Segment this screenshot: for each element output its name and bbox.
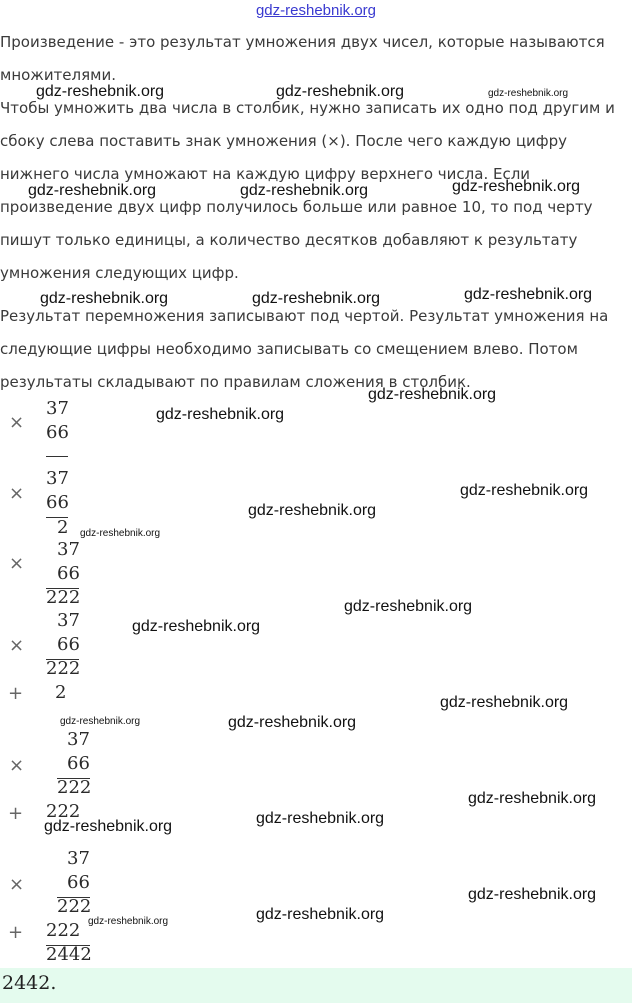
multiplicand: 37 (46, 398, 69, 419)
multiplicand: 37 (57, 539, 80, 560)
watermark: gdz-reshebnik.org (344, 598, 473, 615)
partial-product-2: 222 (46, 920, 81, 941)
text-line: сбоку слева поставить знак умножения (×). После чего каждую цифру (0, 132, 568, 150)
text-line: результаты складывают по правилам сложения в столбик. (0, 373, 471, 391)
text-line: Произведение - это результат умножения двух чисел, которые называются (0, 33, 605, 51)
watermark: gdz-reshebnik.org (452, 178, 581, 195)
plus-sign: + (8, 922, 24, 943)
paragraph-result (0, 300, 632, 399)
watermark: gdz-reshebnik.org (488, 88, 569, 99)
text-line: пишут только единицы, а количество десятков добавляют к результату (0, 231, 578, 249)
answer-value: 2442. (2, 972, 57, 994)
multiplier: 66 (67, 872, 90, 893)
text-line: множителями. (0, 66, 116, 84)
partial-product-2: 2 (55, 682, 67, 703)
watermark: gdz-reshebnik.org (80, 528, 161, 539)
watermark: gdz-reshebnik.org (468, 886, 597, 903)
watermark: gdz-reshebnik.org (464, 286, 593, 303)
watermark: gdz-reshebnik.org (252, 290, 381, 307)
watermark: gdz-reshebnik.org (228, 714, 357, 731)
watermark: gdz-reshebnik.org (368, 386, 497, 403)
multiply-sign: × (9, 553, 25, 574)
partial-product-1: 222 (57, 777, 92, 798)
multiplier: 66 (57, 634, 80, 655)
watermark: gdz-reshebnik.org (248, 502, 377, 519)
watermark: gdz-reshebnik.org (468, 790, 597, 807)
partial-product-1: 222 (57, 896, 92, 917)
watermark: gdz-reshebnik.org (36, 83, 165, 100)
multiplicand: 37 (67, 848, 90, 869)
watermark: gdz-reshebnik.org (256, 906, 385, 923)
answer-box (0, 968, 632, 1003)
watermark: gdz-reshebnik.org (240, 182, 369, 199)
multiply-sign: × (9, 874, 25, 895)
multiplier: 66 (46, 422, 69, 443)
multiplier: 66 (46, 492, 69, 513)
partial-product-1: 222 (46, 587, 81, 608)
watermark: gdz-reshebnik.org (256, 810, 385, 827)
final-sum: 2442 (46, 944, 92, 965)
text-line: произведение двух цифр получилось больше или равное 10, то под черту (0, 198, 593, 216)
watermark: gdz-reshebnik.org (88, 916, 169, 927)
text-line: Результат перемножения записывают под чертой. Результат умножения на (0, 307, 609, 325)
watermark: gdz-reshebnik.org (40, 290, 169, 307)
site-link[interactable]: gdz-reshebnik.org (255, 2, 377, 19)
multiply-sign: × (9, 412, 25, 433)
watermark: gdz-reshebnik.org (276, 83, 405, 100)
multiply-sign: × (9, 755, 25, 776)
watermark: gdz-reshebnik.org (28, 182, 157, 199)
multiplicand: 37 (57, 610, 80, 631)
multiplier: 66 (57, 563, 80, 584)
text-line: умножения следующих цифр. (0, 264, 239, 282)
watermark: gdz-reshebnik.org (44, 818, 173, 835)
multiply-sign: × (9, 483, 25, 504)
watermark: gdz-reshebnik.org (156, 406, 285, 423)
product-line (46, 456, 68, 457)
partial-product-2: 222 (46, 801, 81, 822)
text-line: следующие цифры необходимо записывать со смещением влево. Потом (0, 340, 578, 358)
multiply-sign: × (9, 635, 25, 656)
watermark: gdz-reshebnik.org (440, 694, 569, 711)
watermark: gdz-reshebnik.org (132, 618, 261, 635)
plus-sign: + (8, 803, 24, 824)
multiplier: 66 (67, 753, 90, 774)
text-line: Чтобы умножить два числа в столбик, нужно записать их одно под другим и (0, 99, 615, 117)
multiplicand: 37 (67, 729, 90, 750)
multiplicand: 37 (46, 468, 69, 489)
text-line: нижнего числа умножают на каждую цифру верхнего числа. Если (0, 165, 531, 183)
partial-product-1: 222 (46, 658, 81, 679)
plus-sign: + (8, 683, 24, 704)
partial-product-1: 2 (57, 517, 69, 538)
watermark: gdz-reshebnik.org (60, 716, 141, 727)
watermark: gdz-reshebnik.org (460, 482, 589, 499)
